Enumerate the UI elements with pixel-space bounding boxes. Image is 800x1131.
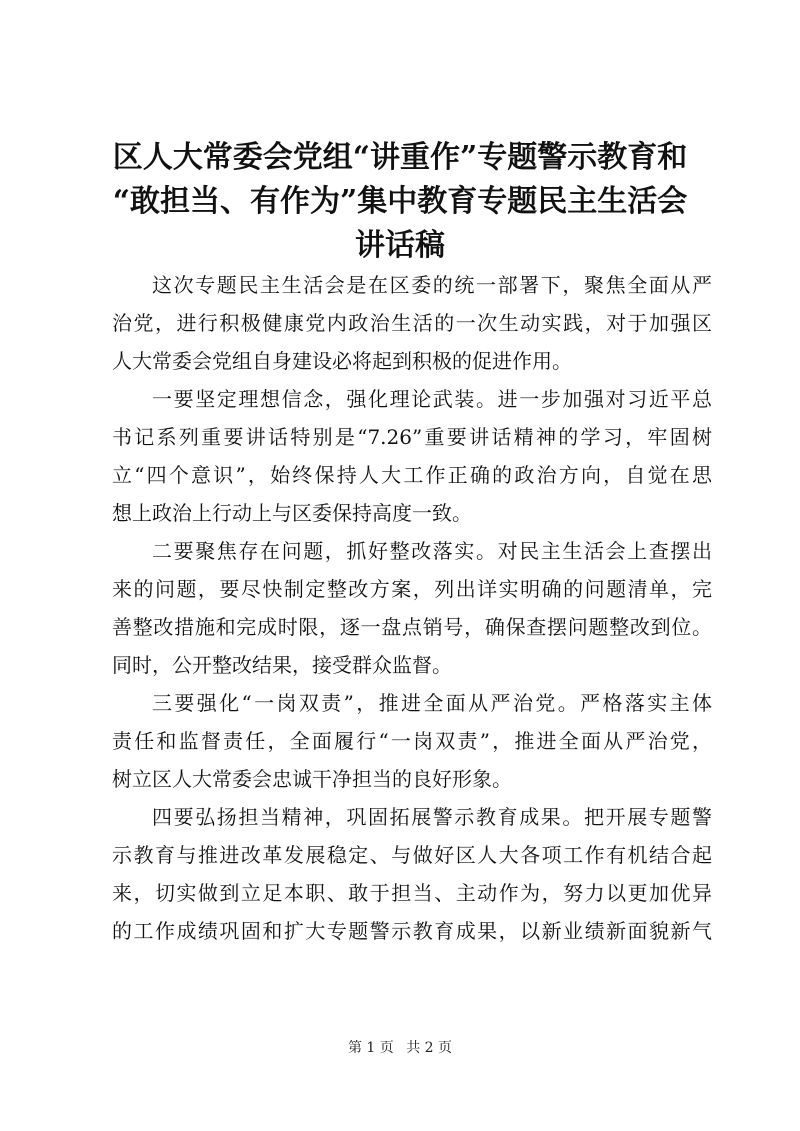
- page-footer: [0, 1038, 800, 1058]
- paragraph-point-4: [112, 798, 712, 950]
- page-total: 共 2 页: [406, 1040, 453, 1056]
- text-line: 二要聚焦存在问题，抓好整改落实。对民主生活会上查摆出: [152, 539, 712, 563]
- page-number: 第 1 页: [347, 1040, 394, 1056]
- document-body: [112, 266, 712, 950]
- paragraph-point-3: [112, 684, 712, 798]
- text-line: 同时，公开整改结果，接受群众监督。: [112, 653, 452, 677]
- text-line: 善整改措施和完成时限，逐一盘点销号，确保查摆问题整改到位。: [112, 615, 712, 639]
- text-line: 治党，进行积极健康党内政治生活的一次生动实践，对于加强区: [112, 311, 712, 335]
- text-line: 来的问题，要尽快制定整改方案，列出详实明确的问题清单，完: [112, 577, 712, 601]
- text-line: 书记系列重要讲话特别是“7.26”重要讲话精神的学习，牢固树: [112, 425, 712, 449]
- text-line: 人大常委会党组自身建设必将起到积极的促进作用。: [112, 349, 572, 373]
- text-line: 责任和监督责任，全面履行“一岗双责”，推进全面从严治党，: [112, 729, 712, 753]
- title-line: 讲话稿: [355, 228, 445, 263]
- paragraph-point-2: [112, 532, 712, 684]
- paragraph-intro: [112, 266, 712, 380]
- paragraph-point-1: [112, 380, 712, 532]
- text-line: 一要坚定理想信念，强化理论武装。进一步加强对习近平总: [152, 387, 712, 411]
- text-line: 想上政治上行动上与区委保持高度一致。: [112, 501, 472, 525]
- text-line: 的工作成绩巩固和扩大专题警示教育成果，以新业绩新面貌新气: [112, 919, 712, 943]
- document-title: [96, 136, 704, 268]
- text-line: 示教育与推进改革发展稳定、与做好区人大各项工作有机结合起: [112, 843, 712, 867]
- text-line: 三要强化“一岗双责”，推进全面从严治党。严格落实主体: [152, 691, 712, 715]
- title-line: “敢担当、有作为”集中教育专题民主生活会: [112, 184, 688, 219]
- text-line: 这次专题民主生活会是在区委的统一部署下，聚焦全面从严: [152, 273, 712, 297]
- text-line: 四要弘扬担当精神，巩固拓展警示教育成果。把开展专题警: [152, 805, 712, 829]
- title-line: 区人大常委会党组“讲重作”专题警示教育和: [112, 140, 688, 175]
- text-line: 立“四个意识”，始终保持人大工作正确的政治方向，自觉在思: [112, 463, 712, 487]
- text-line: 来，切实做到立足本职、敢于担当、主动作为，努力以更加优异: [112, 881, 712, 905]
- text-line: 树立区人大常委会忠诚干净担当的良好形象。: [112, 767, 512, 791]
